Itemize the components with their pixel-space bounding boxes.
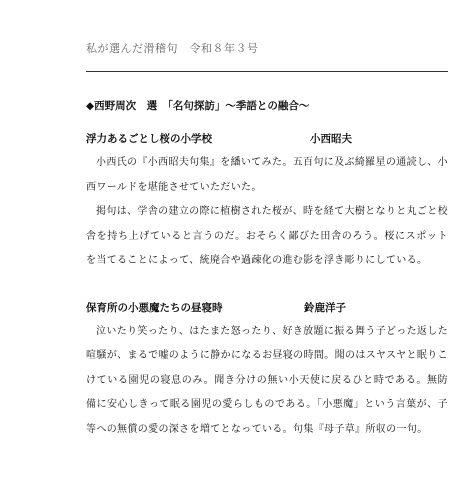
haiku-text: 浮力あるごとし桜の小学校: [86, 133, 212, 145]
article-content: [86, 98, 448, 442]
commentary-paragraph: 掲句は、学舎の建立の際に植樹された桜が、時を経て大樹となりと丸ごと校舎を持ち上げていると言うのだ。おそらく鄙びた田舎のろう。桜にスポットを当てることによって、統廃合や過疎化の進む影を浮き彫りにしている。: [86, 206, 448, 266]
haiku-author: 鈴鹿洋子: [304, 301, 346, 314]
page-header: 私が選んだ滑稽句 令和８年３号: [86, 42, 259, 55]
header-divider: [86, 71, 448, 72]
commentary-paragraph: 小西氏の『小西昭夫句集』を繙いてみた。五百句に及ぶ綺羅星の通読し、小西ワールドを堪能させていただいた。: [86, 157, 448, 193]
commentary: [86, 320, 448, 443]
commentary-paragraph: 泣いたり笑ったり、はたまた怒ったり、好き放題に振る舞う子どった返した喧騒が、まるで嘘のように静かになるお昼寝の時間。聞のはスヤスヤと眠りこけている園児の寝息のみ。聞き分けの無い小天使に戻るひと時である。無防備に安心しきって眠る園児の愛らしものである。「小悪魔」という言葉が、子等への無償の愛の深さを増てとなっている。句集『母子草』所収の一句。: [86, 325, 448, 435]
haiku-author: 小西昭夫: [310, 133, 352, 145]
commentary: [86, 151, 448, 274]
haiku-line: [86, 131, 448, 147]
entry-spacer: [86, 274, 448, 300]
section-title: ◆西野周次 選 「名句探訪」〜季語との融合〜: [86, 100, 310, 112]
haiku-text: 保育所の小悪魔たちの昼寝時: [86, 301, 223, 314]
haiku-line: [86, 300, 448, 316]
